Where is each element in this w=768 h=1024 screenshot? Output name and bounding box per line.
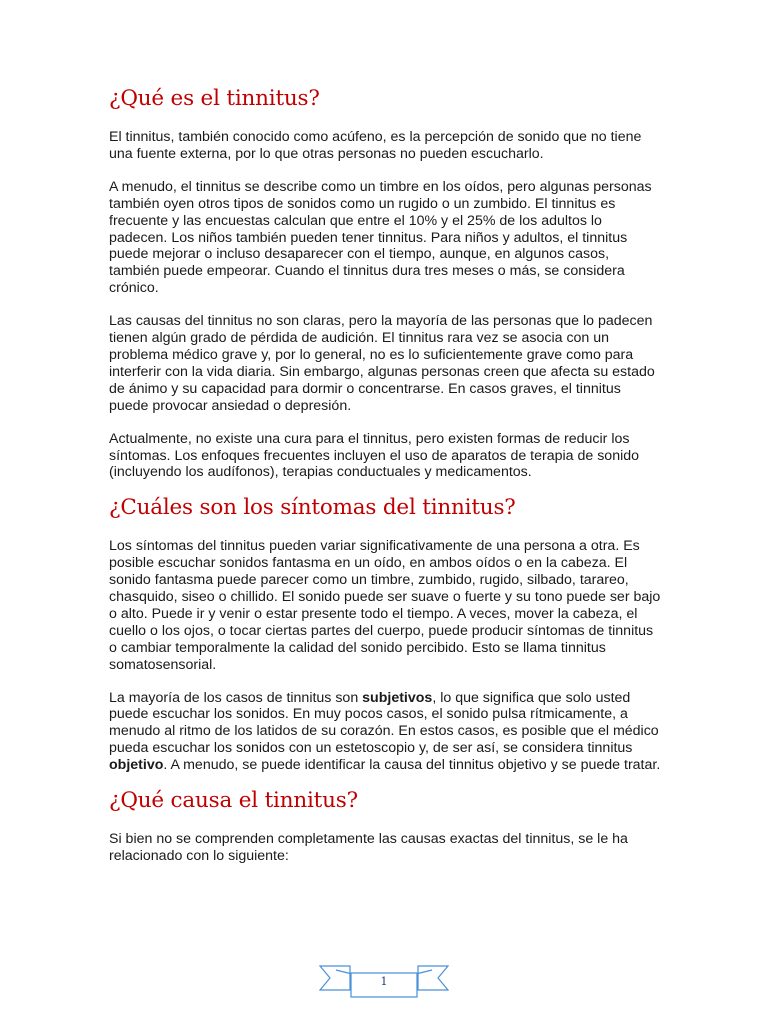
paragraph-description: A menudo, el tinnitus se describe como un timbre en los oídos, pero algunas personas también oyen otros tipos de sonidos como un rugido o un zumbido. El tinnitus es frecuente y las encuestas calculan que entre el 10% y el 25% de los adultos lo padecen. Los niños también pueden tener tinnitus. Para niños y adultos, el tinnitus puede mejorar o incluso desaparecer con el tiempo, aunque, en algunos casos, también puede empeorar. Cuando el tinnitus dura tres meses o más, se considera crónico. [109,178,652,297]
text-segment: La mayoría de los casos de tinnitus son [109,689,363,706]
page-number: 1 [380,975,388,988]
section-heading-que-es: ¿Qué es el tinnitus? [109,86,320,111]
paragraph-subjective-objective [109,690,661,775]
paragraph-symptoms: Los síntomas del tinnitus pueden variar significativamente de una persona a otra. Es posible escuchar sonidos fantasma en un oído, en ambos oídos o en la cabeza. El sonido fantasma puede parecer como un timbre, zumbido, rugido, silbado, tarareo, chasquido, siseo o chillido. El sonido puede ser suave o fuerte y su tono puede ser bajo o alto. Puede ir y venir o estar presente todo el tiempo. A veces, mover la cabeza, el cuello o los ojos, o tocar ciertas partes del cuerpo, puede producir síntomas de tinnitus o cambiar temporalmente la calidad del sonido percibido. Esto se llama tinnitus somatosensorial. [109,538,661,673]
text-segment: , lo que significa que solo usted puede escuchar los sonidos. En muy pocos casos, el sonido pulsa rítmicamente, a menudo al ritmo de los latidos de su corazón. En estos casos, es posible que el médico pueda escuchar los sonidos con un estetoscopio y, de ser así, se considera tinnitus [109,689,659,757]
paragraph-definition: El tinnitus, también conocido como acúfeno, es la percepción de sonido que no tiene una fuente externa, por lo que otras personas no pueden escucharlo. [109,129,642,162]
document-page [109,84,661,865]
text-segment: . A menudo, se puede identificar la causa del tinnitus objetivo y se puede tratar. [163,757,661,774]
paragraph-causes-intro: Si bien no se comprenden completamente las causas exactas del tinnitus, se le ha relacionado con lo siguiente: [109,831,628,864]
paragraph-treatment: Actualmente, no existe una cura para el tinnitus, pero existen formas de reducir los síntomas. Los enfoques frecuentes incluyen el uso de aparatos de terapia de sonido (incluyendo los audífonos), terapias conductuales y medicamentos. [109,430,640,481]
paragraph-causes-overview: Las causas del tinnitus no son claras, pero la mayoría de las personas que lo padecen tienen algún grado de pérdida de audición. El tinnitus rara vez se asocia con un problema médico grave y, por lo general, no es lo suficientemente grave como para interferir con la vida diaria. Sin embargo, algunas personas creen que afecta su estado de ánimo y su capacidad para dormir o concentrarse. En casos graves, el tinnitus puede provocar ansiedad o depresión. [109,313,655,414]
bold-term-subjetivos: subjetivos [362,689,433,706]
section-heading-causas: ¿Qué causa el tinnitus? [109,788,358,814]
section-heading-sintomas: ¿Cuáles son los síntomas del tinnitus? [109,495,516,521]
bold-term-objetivo: objetivo [109,757,164,774]
page-number-ribbon [318,964,450,1000]
